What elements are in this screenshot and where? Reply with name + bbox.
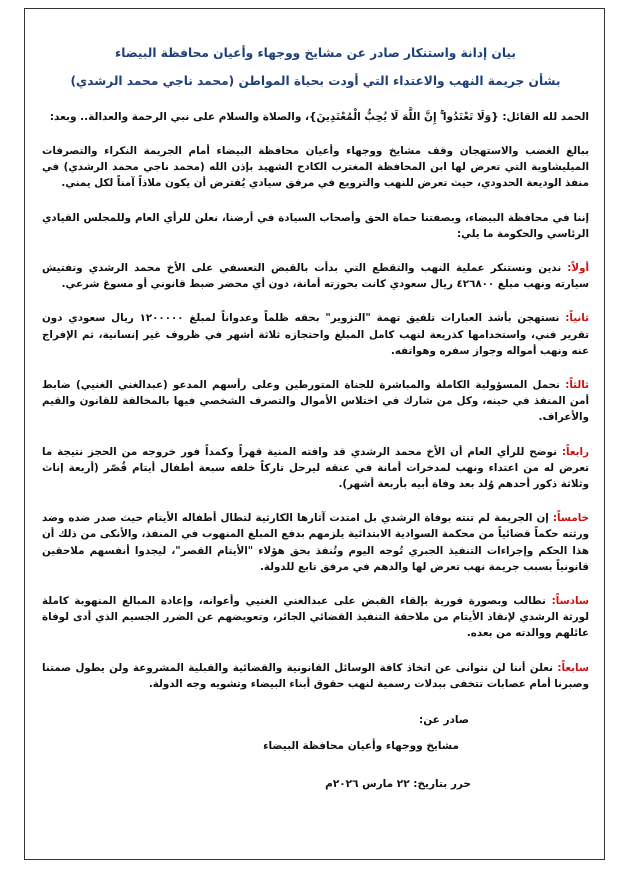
point-5	[42, 510, 589, 575]
point-text: نوضح للرأي العام أن الأخ محمد الرشدي قد وافته المنية قهراً وكمداً فور خروجه من الحجز نتيجة ما تعرض له من اعتداء ونهب لمدخرات أمانة في عنقه ليرحل تاركاً خلفه سبعة أطفال أيتام قُصّر (أربعة إناث وثلاثة ذكور أحدهم وُلد بعد وفاة أبيه بأربعة أشهر).	[42, 445, 589, 491]
point-text: إن الجريمة لم تنته بوفاة الرشدي بل امتدت آثارها الكارثية لتطال أطفاله الأيتام حيث صدر ضده وضد ورثته حكماً قضائياً من محكمة السوادية الابتدائية يلزمهم بدفع المبلغ المنهوب في المنفذ، والأنكى من ذلك أن هذا الحكم وإجراءات التنفيذ الجبري تُوجه اليوم وتُنفذ بحق هؤلاء "الأيتام القصر"، ليجدوا أنفسهم ملاحقين قانونياً بسبب جريمة نهب تعرض لها والدهم في مرفق تابع للدولة.	[42, 512, 589, 573]
point-1	[42, 260, 589, 292]
intro-paragraph: ببالغ الغضب والاستهجان وقف مشايخ ووجهاء وأعيان محافظة البيضاء أمام الجريمة النكراء والتصرفات الميليشاوية التي تعرض لها ابن المحافظة المغترب الكادح الشهيد بإذن الله (محمد ناجي محمد الرشدي) في منفذ الوديعة الحدودي، حيث تعرض للنهب والترويع في مرفق سيادي يُفترض أن يكون ملاذاً آمناً لكل يمني.	[42, 145, 589, 190]
document-content	[42, 44, 589, 792]
opening-line	[42, 109, 589, 125]
point-label: ثانياً:	[565, 312, 590, 325]
point-text: نحمل المسؤولية الكاملة والمباشرة للجناة المتورطين وعلى رأسهم المدعو (عبدالغني الغنيي) ضابط أمن المنفذ في حينه، وكل من شارك في اختلاس الأموال والتصرف الشخصي فيها بالمخالفة للقانون والقيم والأعراف.	[42, 379, 589, 424]
point-6	[42, 593, 589, 642]
point-text: نعلن أننا لن نتوانى عن اتخاذ كافة الوسائل القانونية والقضائية والقبلية المشروعة ولن يطول صمتنا وصبرنا أمام عصابات تتخفى ببدلات رسمية لنهب حقوق أبناء البيضاء وتشويه وجه الدولة.	[42, 661, 589, 690]
point-label: رابعاً:	[561, 445, 589, 458]
opening-text: الحمد لله القائل: {وَلَا تَعْتَدُوا ۚ إِنَّ اللَّهَ لَا يُحِبُّ الْمُعْتَدِينَ}، والصلاة والسلام على نبي الرحمة والعدالة.. وبعد:	[49, 111, 589, 123]
document-subtitle: بشأن جريمة النهب والاعتداء التي أودت بحياة المواطن (محمد ناجي محمد الرشدي)	[70, 74, 561, 88]
point-text: ندين ونستنكر عملية النهب والتقطع التي بدأت بالقبض التعسفي على الأخ محمد الرشدي وتفتيش سيارته ونهب مبلغ ٤٢٦٨٠٠ ريال سعودي كانت بحوزته أمانة، دون أي محضر ضبط قانوني أو مسوغ شرعي.	[42, 262, 589, 291]
point-label: سادساً:	[551, 595, 589, 608]
point-4	[42, 444, 589, 493]
point-7	[42, 660, 589, 692]
point-label: خامساً:	[552, 512, 589, 525]
point-label: ثالثاً:	[565, 379, 589, 392]
signature-issuer: مشايخ ووجهاء وأعيان محافظة البيضاء	[263, 740, 459, 753]
point-2	[42, 310, 589, 359]
point-3	[42, 377, 589, 426]
signature-issued-by: صادر عن:	[419, 714, 469, 727]
point-text: نستهجن بأشد العبارات تلفيق تهمة "التزوير" بحقه ظلماً وعدواناً لمبلغ ١٢٠٠٠٠٠ ريال سعودي دون تقرير فني، واستخدامها كذريعة لنهب كامل المبلغ واحتجازه ثلاثة أشهر في ظروف غير إنسانية، ثم الإفراج عنه ونهب أمواله وجواز سفره وهواتفه.	[42, 312, 589, 357]
point-text: نطالب وبصورة فورية بإلقاء القبض على عبدالغني الغنيي وأعوانه، وإعادة المبالغ المنهوبة كاملة لورثة الرشدي لإنقاذ الأيتام من ملاحقة التنفيذ القضائي الجائر، وتعويضهم عن الضرر الجسيم الذي أدى لوفاة عائلهم ووالدته من بعده.	[42, 595, 589, 640]
declaration-paragraph: إننا في محافظة البيضاء، وبصفتنا حماة الحق وأصحاب السيادة في أرضنا، نعلن للرأي العام وللمجلس القيادي الرئاسي والحكومة ما يلي:	[42, 211, 589, 240]
signature-date: حرر بتاريخ: ٢٢ مارس ٢٠٢٦م	[325, 778, 471, 791]
point-label: أولاً:	[567, 262, 589, 275]
document-title: بيان إدانة واستنكار صادر عن مشايخ ووجهاء وأعيان محافظة البيضاء	[115, 46, 516, 60]
point-label: سابعاً:	[557, 661, 589, 674]
